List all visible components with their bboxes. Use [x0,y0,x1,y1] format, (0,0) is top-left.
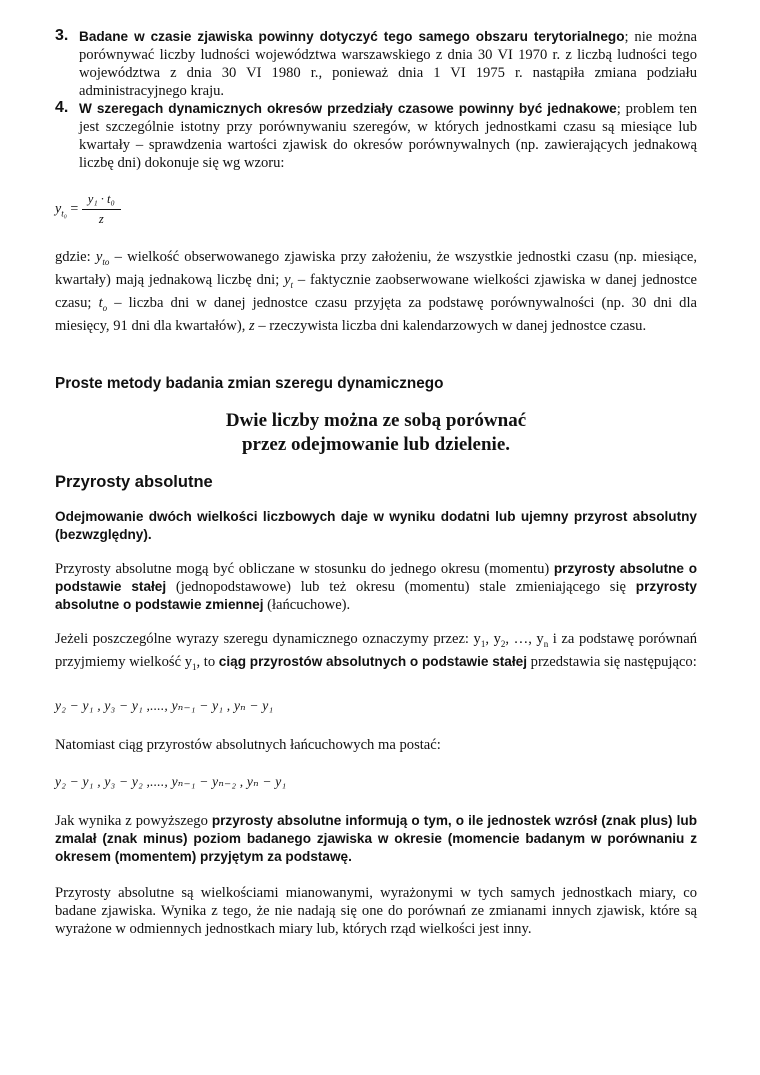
sequence-chain: y₂ − y₁ , y₃ − y₂ ,...., yₙ₋₁ − yₙ₋₂ , yₙ − y₁ [55,773,287,789]
paragraph-base-types: Przyrosty absolutne mogą być obliczane w stosunku do jednego okresu (momentu) przyrosty absolutne o podstawie stałej (jednopodstawowe) lub też okresu (momentu) stale zmieniającego się przyrosty absolutne o podstawie zmiennej (łańcuchowe). [55,560,697,613]
paragraph-conclusion: Jak wynika z powyższego przyrosty absolutne informują o tym, o ile jednostek wzrósł (znak plus) lub zmalał (znak minus) poziom badanego zjawiska w okresie (momencie badanym w porównaniu z okresem (momentem) przyjętym za podstawę. [55,812,697,864]
list-item-4 [55,100,697,172]
document-page [55,28,697,938]
formula-block: $y_{t_0}$ = $\frac{\text{y₁ · t₀}}{z}$ [55,192,697,232]
headline-line-2: przez odejmowanie lub dzielenie. [241,433,511,455]
list-number: 4. [55,99,69,116]
definition-paragraph: Odejmowanie dwóch wielkości liczbowych daje w wyniku dodatni lub ujemny przyrost absolutny (bezwzględny). [55,508,697,542]
list-number: 3. [55,27,69,44]
paragraph-chain-intro: Natomiast ciąg przyrostów absolutnych łańcuchowych ma postać: [55,736,441,753]
section-heading: Proste metody badania zmian szeregu dynamicznego [55,374,444,392]
list-item-text: W szeregach dynamicznych okresów przedziały czasowe powinny być jednakowe; problem ten jest szczególnie istotny przy porównywaniu szeregów, w których jednostkami czasu są miesiące lub kwartały – sprawdzenia wartości zjawisk do okresów porównywalnych (np. zawierających jednakową liczbę dni) dokonuje się wg wzoru: [79,101,697,171]
sequence-fixed-base: y₂ − y₁ , y₃ − y₁ ,...., yₙ₋₁ − y₁ , yₙ − y₁ [55,697,274,713]
list-item-text: Badane w czasie zjawiska powinny dotyczyć tego samego obszaru terytorialnego; nie można porównywać liczby ludności województwa warszawskiego z dnia 30 VI 1970 r. z liczbą ludności tego województwa z dnia 30 VI 1980 r., ponieważ dnia 1 VI 1975 r. nastąpiła zmiana podziału administracyjnego kraju. [79,29,697,99]
headline-line-1: Dwie liczby można ze sobą porównać [225,409,527,431]
headline [55,409,697,457]
paragraph-final: Przyrosty absolutne są wielkościami mianowanymi, wyrażonymi w tych samych jednostkach miary, co badane zjawiska. Wynika z tego, że nie nadają się one do porównań ze zmianami innych zjawisk, które są wyrażone w odmiennych jednostkach miary lub, których rząd wielkości jest inny. [55,884,697,937]
paragraph-sequence-intro: Jeżeli poszczególne wyrazy szeregu dynamicznego oznaczymy przez: $y_1$, $y_2$, …, $y_n$ i za podstawę porównań przyjmiemy wielkość $y_1$, to ciąg przyrostów absolutnych o podstawie stałej przedstawia się następująco: [55,630,698,672]
legend-paragraph: gdzie: $y_{to}$ – wielkość obserwowanego zjawiska przy założeniu, że wszystkie jednostki czasu (np. miesiące, kwartały) mają jednakową liczbę dni; $y_t$ – faktycznie zaobserwowane wielkości zjawiska w danej jednostce czasu; $t_o$ – liczba dni w danej jednostce czasu przyjęta za podstawę porównywalności (np. 30 dni dla miesięcy, 91 dni dla kwartałów), z – rzeczywista liczba dni kalendarzowych w danej jednostce czasu. [55,249,698,334]
subheading: Przyrosty absolutne [55,472,213,491]
fraction: $\frac{\text{y₁ · t₀}}{z}$ [82,192,121,227]
list-item-3 [55,28,697,100]
